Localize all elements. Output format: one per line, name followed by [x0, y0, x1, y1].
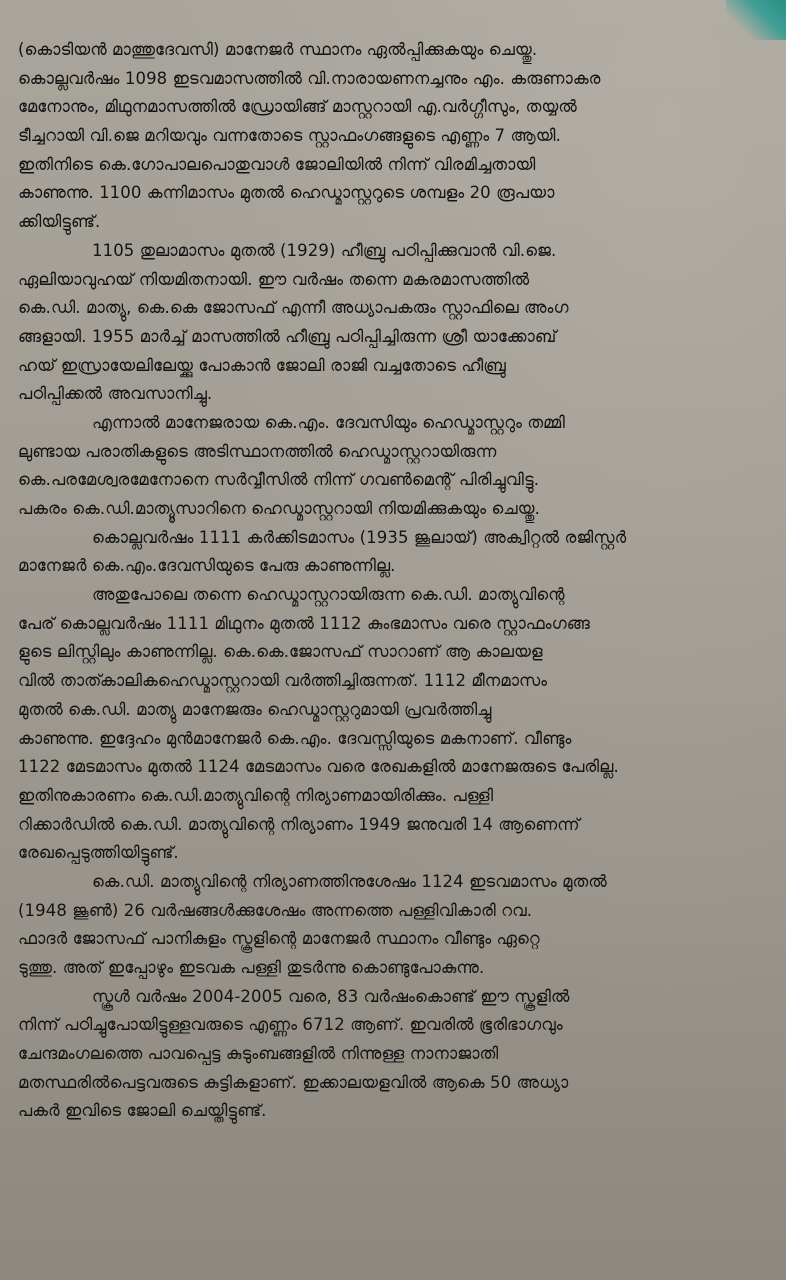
text-line: അതുപോലെ തന്നെ ഹെഡ്മാസ്റ്ററായിരുന്ന കെ.ഡി. മാത്യുവിന്റെ	[92, 585, 565, 605]
text-line: രേഖപ്പെടുത്തിയിട്ടുണ്ട്.	[18, 843, 179, 863]
paragraph	[18, 581, 770, 868]
text-line: കാണുന്നു. 1100 കന്നിമാസം മുതൽ ഹെഡ്മാസ്റ്ററുടെ ശമ്പളം 20 രൂപയാ	[18, 183, 555, 203]
text-line: കെ.ഡി. മാത്യുവിന്റെ നിര്യാണത്തിനുശേഷം 1124 ഇടവമാസം മുതൽ	[92, 871, 607, 891]
text-line: ഹയ് ഇസ്രായേലിലേയ്ക്കു പോകാൻ ജോലി രാജി വച്ചതോടെ ഹീബ്രു	[18, 355, 506, 375]
text-line: മേനോനും, മിഥുനമാസത്തിൽ ഡ്രോയിങ്ങ് മാസ്റ്ററായി എ.വർഗ്ഗീസും, തയ്യൽ	[18, 97, 577, 117]
text-line: എന്നാൽ മാനേജരായ കെ.എം. ദേവസിയും ഹെഡ്മാസ്റ്ററും തമ്മി	[92, 412, 565, 432]
paragraph	[18, 409, 770, 524]
text-line: പഠിപ്പിക്കൽ അവസാനിച്ചു.	[18, 384, 213, 404]
text-line: പകർ ഇവിടെ ജോലി ചെയ്തിട്ടുണ്ട്.	[18, 1101, 267, 1121]
paragraph	[18, 983, 770, 1126]
paragraph	[18, 237, 770, 409]
text-line: ഏലിയാവുഹയ് നിയമിതനായി. ഈ വർഷം തന്നെ മകരമാസത്തിൽ	[18, 269, 530, 289]
text-line: ളുടെ ലിസ്റ്റിലും കാണുന്നില്ല. കെ.കെ.ജോസഫ് സാറാണ് ആ കാലയള	[18, 642, 543, 662]
text-line: കെ.ഡി. മാത്യു, കെ.കെ ജോസഫ് എന്നീ അധ്യാപകരും സ്റ്റാഫിലെ അംഗ	[18, 298, 569, 318]
text-line: ഇതിനുകാരണം കെ.ഡി.മാത്യുവിന്റെ നിര്യാണമായിരിക്കും. പള്ളി	[18, 785, 494, 805]
text-line: (1948 ജൂൺ) 26 വർഷങ്ങൾക്കുശേഷം അന്നത്തെ പള്ളിവികാരി റവ.	[18, 900, 533, 920]
text-line: കൊല്ലവർഷം 1098 ഇടവമാസത്തിൽ വി.നാരായണനച്ചനും എം. കരുണാകര	[18, 68, 601, 88]
text-line: മതസ്ഥരിൽപെട്ടവരുടെ കുട്ടികളാണ്. ഇക്കാലയളവിൽ ആകെ 50 അധ്യാ	[18, 1072, 569, 1092]
paragraph	[18, 36, 770, 237]
text-line: റിക്കാർഡിൽ കെ.ഡി. മാത്യുവിന്റെ നിര്യാണം 1949 ജനുവരി 14 ആണെന്ന്	[18, 814, 580, 834]
text-line: കാണുന്നു. ഇദ്ദേഹം മുൻമാനേജർ കെ.എം. ദേവസ്സിയുടെ മകനാണ്. വീണ്ടും	[18, 728, 572, 748]
text-line: വിൽ താത്കാലികഹെഡ്മാസ്റ്ററായി വർത്തിച്ചിരുന്നത്. 1112 മീനമാസം	[18, 671, 548, 691]
text-line: പേര് കൊല്ലവർഷം 1111 മിഥുനം മുതൽ 1112 കുംഭമാസം വരെ സ്റ്റാഫംഗങ്ങ	[18, 613, 590, 633]
text-line: മാനേജർ കെ.എം.ദേവസിയുടെ പേരു കാണുന്നില്ല.	[18, 556, 396, 576]
text-line: സ്കൂൾ വർഷം 2004-2005 വരെ, 83 വർഷംകൊണ്ട് ഈ സ്കൂളിൽ	[92, 986, 570, 1006]
text-line: ഇതിനിടെ കെ.ഗോപാലപൊതുവാൾ ജോലിയിൽ നിന്ന് വിരമിച്ചതായി	[18, 154, 536, 174]
text-line: ചേന്ദമംഗലത്തെ പാവപ്പെട്ട കുടുംബങ്ങളിൽ നിന്നുള്ള നാനാജാതി	[18, 1044, 499, 1064]
text-line: ടീച്ചറായി വി.ജെ മറിയവും വന്നതോടെ സ്റ്റാഫംഗങ്ങളുടെ എണ്ണം 7 ആയി.	[18, 126, 561, 146]
text-line: ങ്ങളായി. 1955 മാർച്ച് മാസത്തിൽ ഹീബ്രു പഠിപ്പിച്ചിരുന്ന ശ്രീ യാക്കോബ്	[18, 326, 557, 346]
text-line: ഫാദർ ജോസഫ് പാനികുളം സ്കൂളിന്റെ മാനേജർ സ്ഥാനം വീണ്ടും ഏറ്റെ	[18, 929, 540, 949]
text-line: പകരം കെ.ഡി.മാത്യൂസാറിനെ ഹെഡ്മാസ്റ്ററായി നിയമിക്കുകയും ചെയ്തു.	[18, 499, 540, 518]
text-line: ലുണ്ടായ പരാതികളുടെ അടിസ്ഥാനത്തിൽ ഹെഡ്മാസ്റ്ററായിരുന്ന	[18, 441, 497, 461]
page-corner-shadow	[726, 0, 786, 40]
text-line: 1105 തുലാമാസം മുതൽ (1929) ഹീബ്രു പഠിപ്പിക്കുവാൻ വി.ജെ.	[92, 240, 557, 260]
text-line: മുതൽ കെ.ഡി. മാത്യു മാനേജരും ഹെഡ്മാസ്റ്ററുമായി പ്രവർത്തിച്ചു	[18, 699, 492, 719]
paragraph	[18, 868, 770, 983]
text-line: ടുത്തു. അത് ഇപ്പോഴും ഇടവക പള്ളി തുടർന്നു കൊണ്ടുപോകുന്നു.	[18, 958, 485, 977]
text-line: (കൊടിയൻ മാത്തുദേവസി) മാനേജർ സ്ഥാനം ഏൽപ്പിക്കുകയും ചെയ്തു.	[18, 40, 538, 59]
paragraph	[18, 524, 770, 581]
text-line: 1122 മേടമാസം മുതൽ 1124 മേടമാസം വരെ രേഖകളിൽ മാനേജരുടെ പേരില്ല.	[18, 757, 619, 777]
text-line: ക്കിയിട്ടുണ്ട്.	[18, 212, 101, 232]
body-text	[18, 36, 770, 1126]
text-line: കൊല്ലവർഷം 1111 കർക്കിടമാസം (1935 ജൂലായ്) അക്വിറ്റൽ രജിസ്റ്റർ	[92, 527, 627, 547]
text-line: കെ.പരമേശ്വരമേനോനെ സർവ്വീസിൽ നിന്ന് ഗവൺമെന്റ് പിരിച്ചുവിട്ടു.	[18, 470, 540, 490]
text-line: നിന്ന് പഠിച്ചുപോയിട്ടുള്ളവരുടെ എണ്ണം 6712 ആണ്. ഇവരിൽ ഭൂരിഭാഗവും	[18, 1015, 563, 1035]
